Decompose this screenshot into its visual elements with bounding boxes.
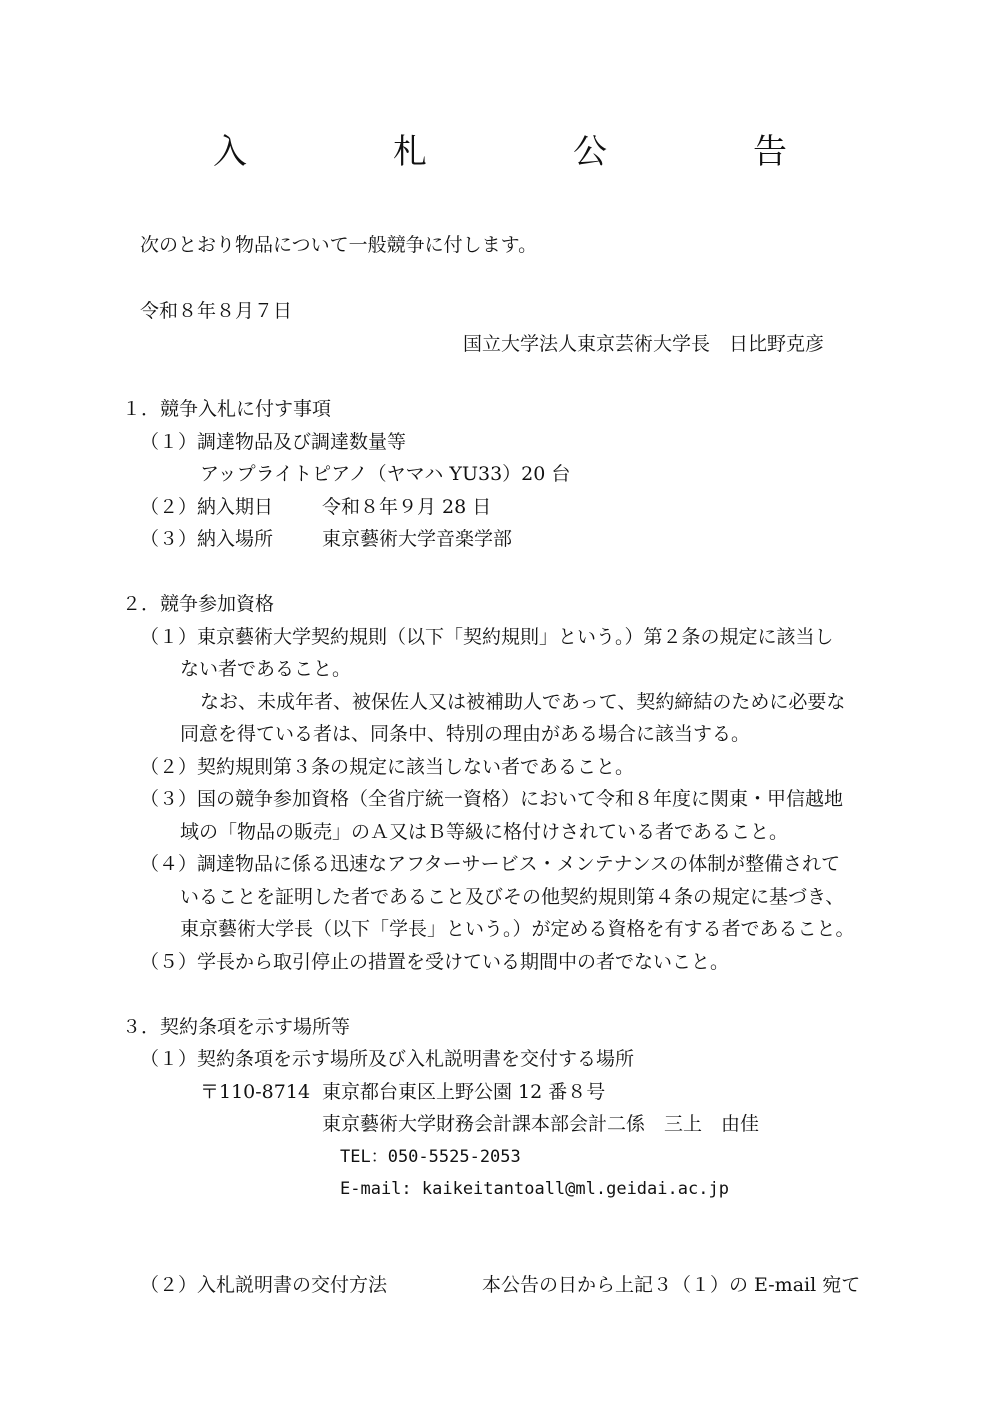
section2-line: （２）契約規則第３条の規定に該当しない者であること。 bbox=[140, 756, 635, 778]
section2-line: いることを証明した者であること及びその他契約規則第４条の規定に基づき、 bbox=[180, 886, 845, 908]
section1-item1-value: アップライトピアノ（ヤマハ YU33）20 台 bbox=[200, 463, 571, 485]
section2-line: （１）東京藝術大学契約規則（以下「契約規則」という。）第２条の規定に該当し bbox=[140, 626, 834, 648]
section3-item2-value: 本公告の日から上記３（１）の E-mail 宛て bbox=[482, 1274, 861, 1296]
section3-item1-label: （１）契約条項を示す場所及び入札説明書を交付する場所 bbox=[140, 1048, 635, 1070]
section3-item2-label: （２）入札説明書の交付方法 bbox=[140, 1274, 388, 1296]
document-title: 入 札 公 告 bbox=[213, 132, 843, 172]
section2-line: なお、未成年者、被保佐人又は被補助人であって、契約締結のために必要な bbox=[200, 691, 846, 713]
office-contact: 東京藝術大学財務会計課本部会計二係 三上 由佳 bbox=[322, 1113, 760, 1135]
section1-heading: １．競争入札に付す事項 bbox=[122, 398, 332, 420]
notice-date: 令和８年８月７日 bbox=[140, 300, 293, 322]
section2-line: （５）学長から取引停止の措置を受けている期間中の者でないこと。 bbox=[140, 951, 730, 973]
phone-number: TEL：050-5525-2053 bbox=[340, 1147, 521, 1167]
section2-heading: ２．競争参加資格 bbox=[122, 593, 275, 615]
section3-heading: ３．契約条項を示す場所等 bbox=[122, 1016, 351, 1038]
section1-item2-value: 令和８年９月 28 日 bbox=[322, 496, 492, 518]
section2-line: 東京藝術大学長（以下「学長」という。）が定める資格を有する者であること。 bbox=[180, 918, 855, 940]
section2-line: ない者であること。 bbox=[180, 658, 352, 680]
section2-line: 同意を得ている者は、同条中、特別の理由がある場合に該当する。 bbox=[180, 723, 751, 745]
address: 東京都台東区上野公園 12 番８号 bbox=[322, 1081, 606, 1103]
intro-text: 次のとおり物品について一般競争に付します。 bbox=[140, 234, 538, 256]
section2-line: （３）国の競争参加資格（全省庁統一資格）において令和８年度に関東・甲信越地 bbox=[140, 788, 844, 810]
section1-item1-label: （１）調達物品及び調達数量等 bbox=[140, 431, 407, 453]
section1-item3-value: 東京藝術大学音楽学部 bbox=[322, 528, 513, 550]
issuer-name: 国立大学法人東京芸術大学長 日比野克彦 bbox=[463, 333, 825, 355]
section1-item3-label: （３）納入場所 bbox=[140, 528, 274, 550]
section1-item2-label: （２）納入期日 bbox=[140, 496, 274, 518]
section2-line: （４）調達物品に係る迅速なアフターサービス・メンテナンスの体制が整備されて bbox=[140, 853, 841, 875]
postal-code: 〒110-8714 bbox=[200, 1081, 311, 1103]
section2-line: 域の「物品の販売」のＡ又はＢ等級に格付けされている者であること。 bbox=[180, 821, 789, 843]
email-address: E-mail: kaikeitantoall@ml.geidai.ac.jp bbox=[340, 1179, 729, 1199]
